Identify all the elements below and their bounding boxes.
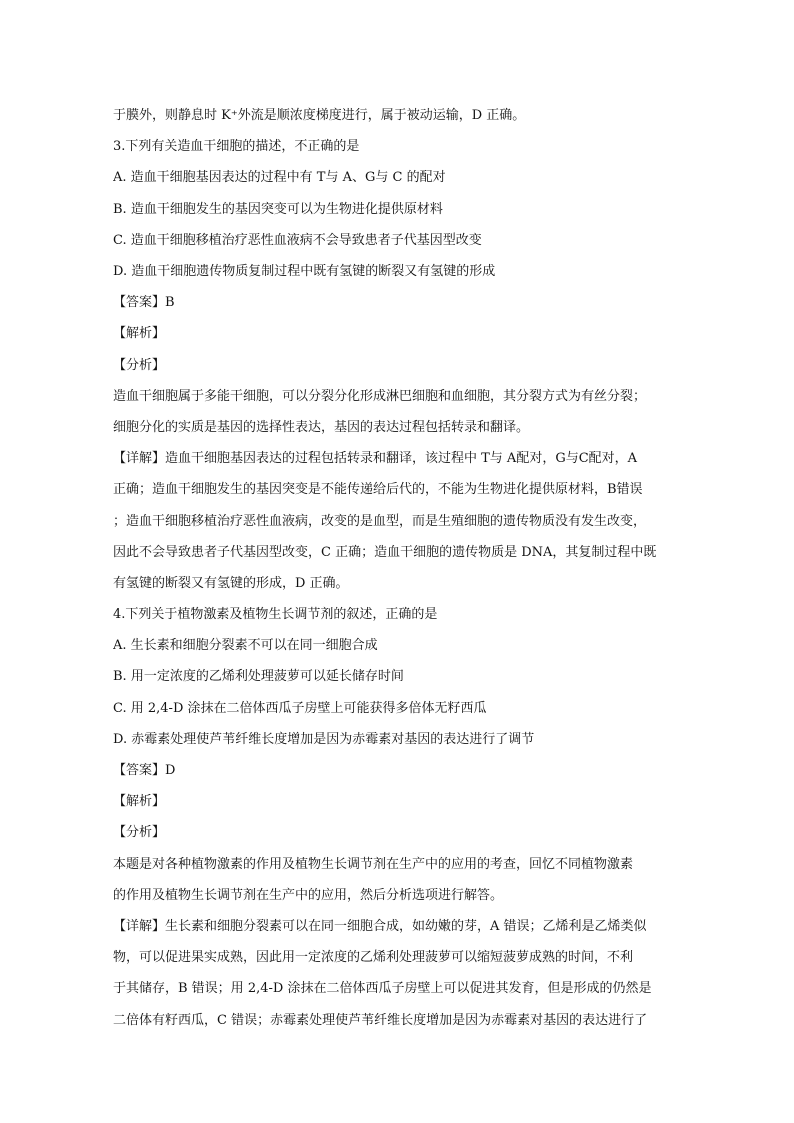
page-content [113, 100, 681, 1036]
question-3-answer: 【答案】B [113, 295, 175, 311]
question-4-detail-line: 【详解】生长素和细胞分裂素可以在同一细胞合成，如幼嫩的芽，A 错误；乙烯利是乙烯类似 [113, 919, 647, 935]
question-3-fenxi-heading: 【分析】 [113, 357, 166, 373]
question-3-detail [113, 443, 681, 599]
question-3-detail-line: 有氢键的断裂又有氢键的形成，D 正确。 [113, 575, 349, 591]
question-3-option-c: C. 造血干细胞移植治疗恶性血液病不会导致患者子代基因型改变 [113, 232, 482, 248]
question-4-option-a: A. 生长素和细胞分裂素不可以在同一细胞合成 [113, 638, 378, 654]
question-3-detail-line: 正确；造血干细胞发生的基因突变是不能传递给后代的，不能为生物进化提供原材料，B错误 [113, 482, 643, 498]
question-4-detail [113, 911, 681, 1036]
question-3-option-d: D. 造血干细胞遗传物质复制过程中既有氢键的断裂又有氢键的形成 [113, 263, 496, 279]
question-4-option-d: D. 赤霉素处理使芦苇纤维长度增加是因为赤霉素对基因的表达进行了调节 [113, 731, 535, 747]
question-3-detail-line: 因此不会导致患者子代基因型改变，C 正确；造血干细胞的遗传物质是 DNA，其复制过程中既 [113, 544, 657, 560]
question-3-detail-line: 【详解】造血干细胞基因表达的过程包括转录和翻译，该过程中 T与 A配对，G与C配对，A [113, 451, 638, 467]
question-4-answer: 【答案】D [113, 763, 176, 779]
question-4-option-b: B. 用一定浓度的乙烯利处理菠萝可以延长储存时间 [113, 669, 404, 685]
previous-answer-tail: 于膜外，则静息时 K⁺外流是顺浓度梯度进行，属于被动运输，D 正确。 [113, 108, 526, 123]
question-3-detail-line: ；造血干细胞移植治疗恶性血液病，改变的是血型，而是生殖细胞的遗传物质没有发生改变， [113, 513, 647, 529]
question-3-stem: 3.下列有关造血干细胞的描述，不正确的是 [113, 139, 360, 155]
question-3-analysis-line: 造血干细胞属于多能干细胞，可以分裂分化形成淋巴细胞和血细胞，其分裂方式为有丝分裂； [113, 388, 647, 404]
question-4-detail-line: 物，可以促进果实成熟，因此用一定浓度的乙烯利处理菠萝可以缩短菠萝成熟的时间，不利 [113, 950, 634, 966]
question-4-option-c: C. 用 2,4-D 涂抹在二倍体西瓜子房壁上可能获得多倍体无籽西瓜 [113, 700, 487, 716]
question-3-jiexi-heading: 【解析】 [113, 326, 166, 342]
question-3-analysis-line: 细胞分化的实质是基因的选择性表达，基因的表达过程包括转录和翻译。 [113, 419, 530, 435]
question-3-analysis [113, 381, 681, 443]
question-4-analysis-line: 的作用及植物生长调节剂在生产中的应用，然后分析选项进行解答。 [113, 887, 504, 903]
question-3-option-b: B. 造血干细胞发生的基因突变可以为生物进化提供原材料 [113, 201, 443, 217]
question-4-fenxi-heading: 【分析】 [113, 825, 166, 841]
question-4-jiexi-heading: 【解析】 [113, 794, 166, 810]
question-4-stem: 4.下列关于植物激素及植物生长调节剂的叙述，正确的是 [113, 607, 438, 623]
question-4-detail-line: 二倍体有籽西瓜，C 错误；赤霉素处理使芦苇纤维长度增加是因为赤霉素对基因的表达进行了 [113, 1012, 648, 1028]
question-4-detail-line: 于其储存，B 错误；用 2,4-D 涂抹在二倍体西瓜子房壁上可以促进其发育，但是形成的仍然是 [113, 981, 652, 997]
question-3-option-a: A. 造血干细胞基因表达的过程中有 T与 A、G与 C 的配对 [113, 170, 446, 186]
question-4-analysis-line: 本题是对各种植物激素的作用及植物生长调节剂在生产中的应用的考查，回忆不同植物激素 [113, 856, 634, 872]
question-4-analysis [113, 849, 681, 911]
